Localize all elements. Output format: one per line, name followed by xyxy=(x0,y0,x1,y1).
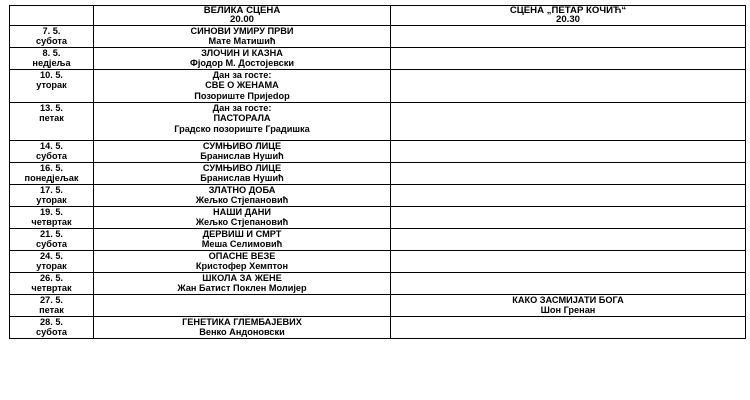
date-cell xyxy=(10,103,94,141)
guest-theatre: Градско позориште Градишка xyxy=(174,123,310,134)
date-cell xyxy=(10,185,94,207)
weekday: понедјељак xyxy=(24,173,79,184)
play-title: СВЕ О ЖЕНАМА xyxy=(205,80,279,91)
weekday: петак xyxy=(39,305,64,316)
guest-theatre: Позориште Пријedор xyxy=(194,90,290,101)
big-stage-cell xyxy=(94,295,391,317)
play-author: Венко Андоновски xyxy=(199,327,285,338)
play-author: Фјодор М. Достојевски xyxy=(190,58,294,69)
repertoire-table xyxy=(9,5,746,339)
big-stage-cell xyxy=(94,251,391,273)
small-stage-cell xyxy=(391,251,746,273)
date-cell xyxy=(10,70,94,103)
date-cell xyxy=(10,141,94,163)
table-row xyxy=(10,295,746,317)
table-row xyxy=(10,70,746,103)
date-cell xyxy=(10,251,94,273)
play-title: ДЕРВИШ И СМРТ xyxy=(202,229,282,239)
play-author: Жан Батист Поклен Молијер xyxy=(177,283,307,294)
big-stage-cell xyxy=(94,207,391,229)
big-stage-cell xyxy=(94,185,391,207)
play-title: НАШИ ДАНИ xyxy=(212,207,272,217)
weekday: уторак xyxy=(36,261,67,272)
date: 13. 5. xyxy=(40,103,63,113)
date-cell xyxy=(10,317,94,339)
date: 14. 5. xyxy=(40,141,63,151)
date-cell xyxy=(10,207,94,229)
weekday: четвртак xyxy=(31,217,72,228)
table-row xyxy=(10,185,746,207)
table-row xyxy=(10,26,746,48)
date: 28. 5. xyxy=(40,317,63,327)
play-title: ШКОЛА ЗА ЖЕНЕ xyxy=(202,273,282,283)
date: 8. 5. xyxy=(42,48,61,58)
small-stage-cell xyxy=(391,26,746,48)
play-title: ЗЛОЧИН И КАЗНА xyxy=(201,48,283,58)
guest-label: Дан за госте: xyxy=(212,103,272,113)
small-stage-cell xyxy=(391,163,746,185)
weekday: петак xyxy=(39,113,64,124)
date: 10. 5. xyxy=(40,70,63,80)
date: 16. 5. xyxy=(40,163,63,173)
date: 19. 5. xyxy=(40,207,63,217)
play-title: ОПАСНЕ ВЕЗЕ xyxy=(208,251,276,261)
play-author: Меша Селимовић xyxy=(201,239,283,250)
big-stage-time: 20.00 xyxy=(229,14,254,26)
date-cell xyxy=(10,48,94,70)
small-stage-cell xyxy=(391,229,746,251)
small-stage-cell xyxy=(391,273,746,295)
table-row xyxy=(10,163,746,185)
weekday: субота xyxy=(36,239,67,250)
small-stage-cell xyxy=(391,141,746,163)
date: 27. 5. xyxy=(40,295,63,305)
big-stage-cell xyxy=(94,163,391,185)
table-row xyxy=(10,103,746,141)
weekday: субота xyxy=(36,36,67,47)
play-author: Бранислав Нушић xyxy=(200,151,284,162)
date-header xyxy=(10,6,94,26)
small-stage-cell xyxy=(391,317,746,339)
play-author: Бранислав Нушић xyxy=(200,173,284,184)
play-author: Жељко Стјепановић xyxy=(195,195,289,206)
play-title: СИНОВИ УМИРУ ПРВИ xyxy=(190,26,294,36)
date: 21. 5. xyxy=(40,229,63,239)
play-author: Мате Матишић xyxy=(208,36,276,47)
table-row xyxy=(10,229,746,251)
play-author: Кристофер Хемптон xyxy=(195,261,289,272)
big-stage-cell xyxy=(94,70,391,103)
play-author: Жељко Стјепановић xyxy=(195,217,289,228)
small-stage-cell xyxy=(391,48,746,70)
small-stage-name: СЦЕНА „ПЕТАР КОЧИЋ“ xyxy=(509,5,627,16)
weekday: недјеља xyxy=(32,58,71,69)
date: 17. 5. xyxy=(40,185,63,195)
date-cell xyxy=(10,229,94,251)
small-stage-cell xyxy=(391,295,746,317)
big-stage-cell xyxy=(94,229,391,251)
date-cell xyxy=(10,295,94,317)
big-stage-cell xyxy=(94,48,391,70)
play-title: ПАСТОРАЛА xyxy=(213,113,271,124)
table-row xyxy=(10,141,746,163)
table-row xyxy=(10,207,746,229)
weekday: четвртак xyxy=(31,283,72,294)
play-title: КАКО ЗАСМИЈАТИ БОГА xyxy=(512,295,624,305)
weekday: субота xyxy=(36,327,67,338)
date-cell xyxy=(10,163,94,185)
small-stage-cell xyxy=(391,70,746,103)
weekday: субота xyxy=(36,151,67,162)
big-stage-header xyxy=(94,6,391,26)
guest-label: Дан за госте: xyxy=(212,70,272,80)
date-cell xyxy=(10,273,94,295)
small-stage-cell xyxy=(391,207,746,229)
header-row xyxy=(10,6,746,26)
date: 24. 5. xyxy=(40,251,63,261)
weekday: уторак xyxy=(36,195,67,206)
small-stage-cell xyxy=(391,185,746,207)
table-row xyxy=(10,48,746,70)
date: 26. 5. xyxy=(40,273,63,283)
small-stage-time: 20.30 xyxy=(555,14,580,26)
date-cell xyxy=(10,26,94,48)
small-stage-header xyxy=(391,6,746,26)
small-stage-cell xyxy=(391,103,746,141)
date: 7. 5. xyxy=(42,26,61,36)
table-row xyxy=(10,273,746,295)
play-author: Шон Гренан xyxy=(540,305,596,316)
big-stage-cell xyxy=(94,26,391,48)
table-row xyxy=(10,251,746,273)
play-title: СУМЊИВО ЛИЦЕ xyxy=(202,163,282,173)
play-title: ЗЛАТНО ДОБА xyxy=(208,185,276,195)
big-stage-cell xyxy=(94,103,391,141)
weekday: уторак xyxy=(36,80,67,91)
play-title: СУМЊИВО ЛИЦЕ xyxy=(202,141,282,151)
big-stage-cell xyxy=(94,273,391,295)
table-row xyxy=(10,317,746,339)
big-stage-cell xyxy=(94,141,391,163)
play-title: ГЕНЕТИКА ГЛЕМБАЈЕВИХ xyxy=(182,317,302,327)
big-stage-name: ВЕЛИКА СЦЕНА xyxy=(203,5,281,16)
big-stage-cell xyxy=(94,317,391,339)
